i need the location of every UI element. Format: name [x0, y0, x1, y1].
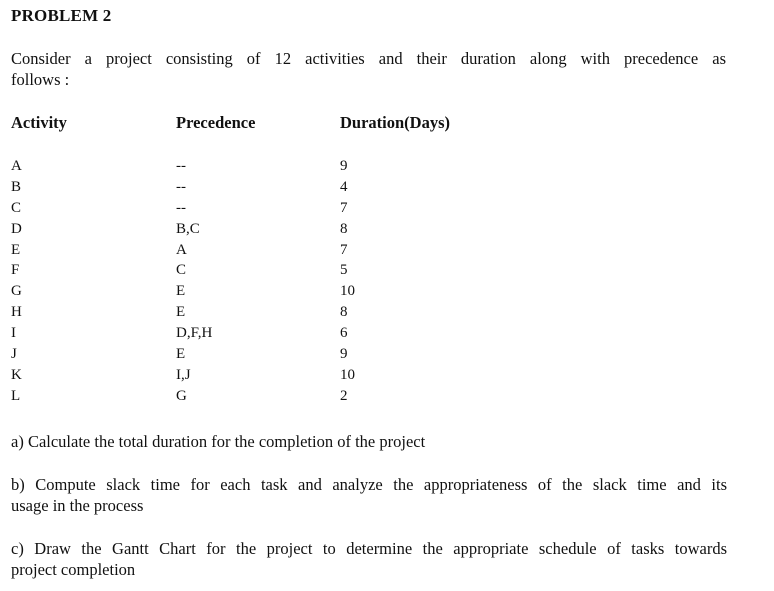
- precedence-cell: E: [176, 304, 186, 321]
- precedence-cell: E: [176, 346, 186, 363]
- question-c-line-2: project completion: [11, 560, 136, 579]
- precedence-cell: A: [176, 241, 187, 258]
- duration-cell: 9: [340, 346, 348, 363]
- header-precedence: Precedence: [176, 113, 256, 132]
- intro-line-2: follows :: [11, 70, 70, 89]
- question-b-line-2: usage in the process: [11, 496, 144, 515]
- precedence-cell: E: [176, 283, 186, 300]
- problem-title: PROBLEM 2: [11, 6, 112, 25]
- duration-cell: 6: [340, 325, 348, 342]
- table-row: [0, 302, 774, 323]
- duration-cell: 2: [340, 387, 348, 404]
- question-a-line-1: a) Calculate the total duration for the completion of the project: [11, 432, 426, 451]
- precedence-cell: C: [176, 262, 187, 279]
- header-activity: Activity: [11, 113, 67, 132]
- table-row: [0, 323, 774, 344]
- duration-cell: 7: [340, 241, 348, 258]
- duration-cell: 10: [340, 283, 355, 300]
- table-row: [0, 240, 774, 261]
- question-c: [11, 538, 727, 580]
- question-b: [11, 474, 727, 516]
- duration-cell: 9: [340, 158, 348, 174]
- activity-cell: I: [11, 325, 16, 342]
- intro-paragraph: [11, 48, 726, 90]
- duration-cell: 7: [340, 199, 348, 216]
- precedence-cell: --: [176, 178, 186, 195]
- table-row: [0, 260, 774, 281]
- precedence-cell: D,F,H: [176, 325, 213, 342]
- table-row: [0, 177, 774, 198]
- precedence-cell: G: [176, 387, 187, 404]
- header-duration: Duration(Days): [340, 113, 450, 132]
- duration-cell: 4: [340, 178, 348, 195]
- duration-cell: 10: [340, 366, 355, 383]
- precedence-cell: B,C: [176, 220, 200, 237]
- question-c-line-1: c) Draw the Gantt Chart for the project to determine the appropriate schedule of tasks towards: [11, 539, 727, 558]
- precedence-cell: I,J: [176, 366, 191, 383]
- table-row: [0, 344, 774, 365]
- activity-cell: G: [11, 283, 22, 300]
- table-row: [0, 281, 774, 302]
- activity-cell: J: [11, 346, 17, 363]
- activity-cell: D: [11, 220, 22, 237]
- duration-cell: 8: [340, 304, 348, 321]
- activity-cell: L: [11, 387, 21, 404]
- precedence-cell: --: [176, 158, 186, 174]
- table-row: [0, 198, 774, 219]
- activity-cell: B: [11, 178, 22, 195]
- question-a: [11, 431, 727, 452]
- activity-cell: F: [11, 262, 20, 279]
- table-row: [0, 365, 774, 386]
- duration-cell: 5: [340, 262, 348, 279]
- intro-line-1: Consider a project consisting of 12 activities and their duration along with precedence as: [11, 49, 726, 68]
- activity-cell: E: [11, 241, 21, 258]
- activity-cell: H: [11, 304, 22, 321]
- activity-table: [0, 156, 774, 407]
- question-b-line-1: b) Compute slack time for each task and analyze the appropriateness of the slack time and its: [11, 475, 727, 494]
- table-row: [0, 386, 774, 407]
- activity-cell: C: [11, 199, 22, 216]
- activity-cell: K: [11, 366, 22, 383]
- table-row: [0, 219, 774, 240]
- precedence-cell: --: [176, 199, 186, 216]
- activity-cell: A: [11, 158, 22, 174]
- duration-cell: 8: [340, 220, 348, 237]
- table-row: [0, 156, 774, 177]
